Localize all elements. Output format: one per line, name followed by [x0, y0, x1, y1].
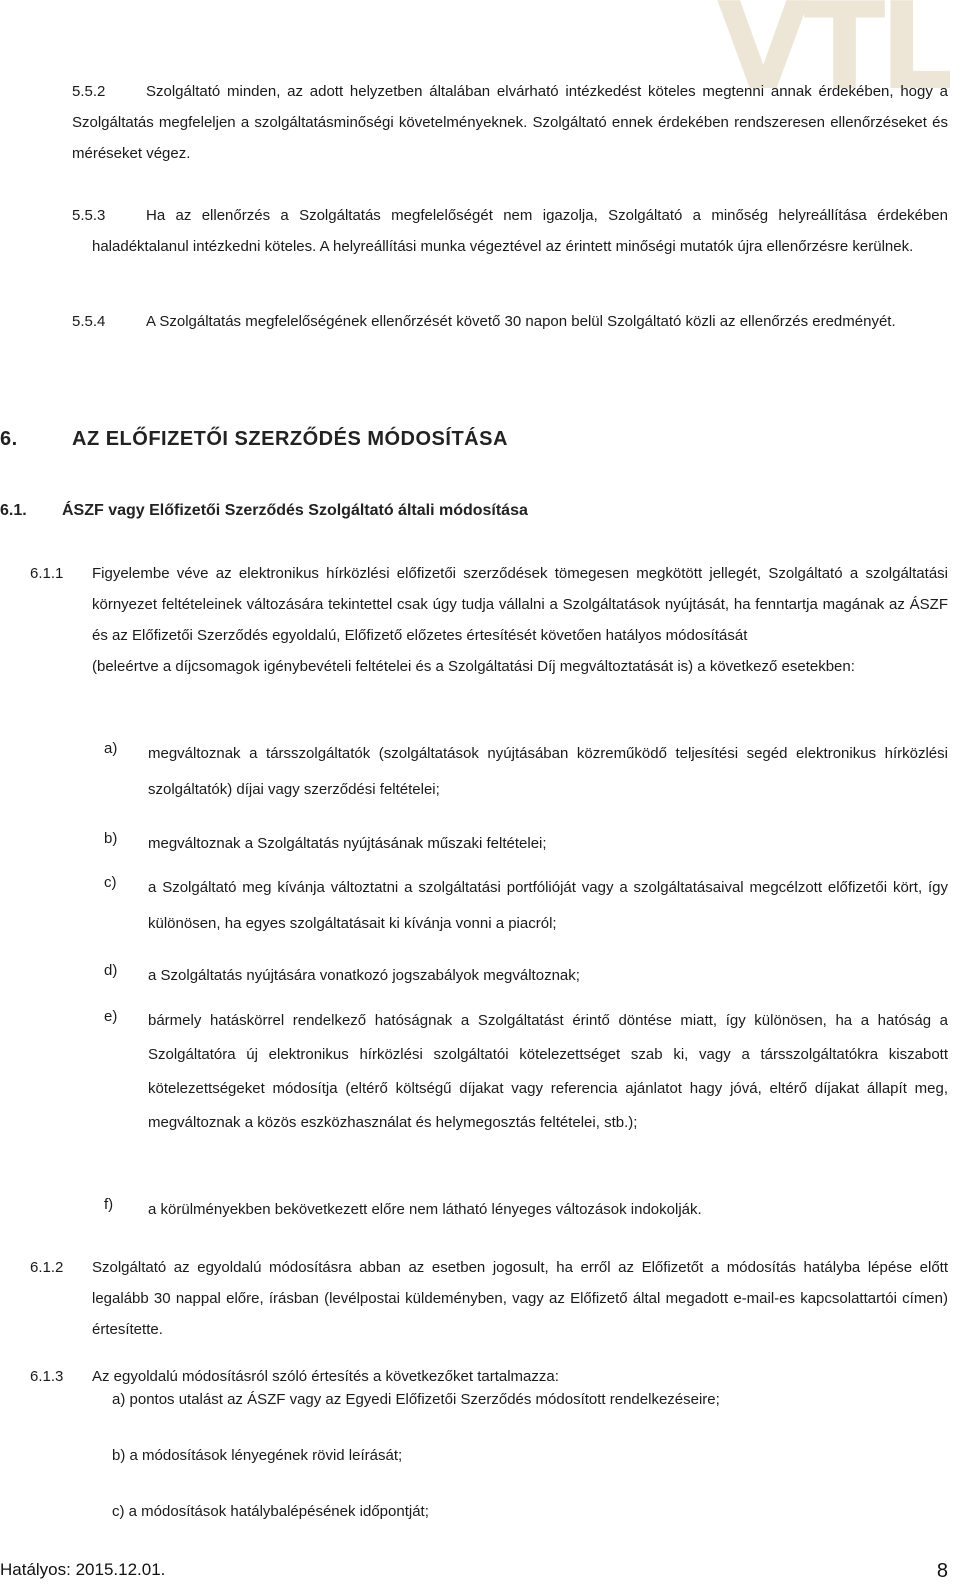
paragraph-6-1-1 [0, 558, 960, 682]
list-letter: e) [104, 1008, 118, 1025]
paragraph-5-5-3 [0, 200, 960, 262]
list-letter: f) [104, 1196, 114, 1213]
effective-date: Hatályos: 2015.12.01. [0, 1560, 166, 1579]
vtl-logo-watermark: VTL [716, 0, 950, 96]
paragraph-number: 6.1.3 [30, 1368, 64, 1385]
heading-title: ÁSZF vagy Előfizetői Szerződés Szolgáltató általi módosítása [62, 502, 528, 519]
heading-number: 6.1. [0, 502, 27, 519]
list-text: a körülményekben bekövetkezett előre nem látható lényeges változások indokolják. [148, 1201, 702, 1218]
paragraph-text: Ha az ellenőrzés a Szolgáltatás megfelelőségét nem igazolja, Szolgáltató a minőség helyreállítása érdekében haladéktalanul intézkedni köteles. A helyreállítási munka végeztével az érintett minőségi mutatók újra ellenőrzésre kerülnek. [92, 207, 948, 255]
heading-title: AZ ELŐFIZETŐI SZERZŐDÉS MÓDOSÍTÁSA [72, 428, 508, 450]
paragraph-text: Figyelembe véve az elektronikus hírközlési előfizetői szerződések tömegesen megkötött jellegét, Szolgáltató a szolgáltatási környezet feltételeinek változására tekintettel csak úgy tudja vállalni a Szolgáltatások nyújtását, ha fenntartja magának az ÁSZF és az Előfizetői Szerződés egyoldalú, Előfizető előzetes értesítését követően hatályos módosítását [92, 565, 948, 644]
paragraph-text: Szolgáltató az egyoldalú módosításra abban az esetben jogosult, ha erről az Előfizetőt a módosítás hatályba lépése előtt legalább 30 nappal előre, írásban (levélpostai küldeményben, vagy az Előfizető által megadott e-mail-es kapcsolattartói címen) értesítette. [92, 1259, 948, 1338]
list-letter: c) [104, 874, 117, 891]
notice-item-c: c) a módosítások hatálybalépésének időpontját; [112, 1503, 429, 1520]
list-letter: a) [104, 740, 118, 757]
paragraph-text: Az egyoldalú módosításról szóló értesítés a következőket tartalmazza: [92, 1368, 559, 1385]
heading-number: 6. [0, 428, 18, 450]
notice-item-b: b) a módosítások lényegének rövid leírását; [112, 1447, 403, 1464]
paragraph-6-1-2 [0, 1252, 960, 1345]
list-text: a Szolgáltató meg kívánja változtatni a szolgáltatási portfólióját vagy a szolgáltatásaival megcélzott előfizetői kört, így különösen, ha egyes szolgáltatásait ki kívánja vonni a piacról; [148, 879, 948, 932]
list-text: bármely hatáskörrel rendelkező hatóságnak a Szolgáltatást érintő döntése miatt, így különösen, ha a hatóság a Szolgáltatóra új elektronikus hírközlési szolgáltatói kötelezettséget szab ki, vagy a társszolgáltatókra kiszabott kötelezettségeket módosítja (eltérő költségű díjakat vagy referencia ajánlatot hagy jóvá, eltérő díjakat állapít meg, megváltoznak a közös eszközhasználat és helymegosztás feltételei, stb.); [148, 1012, 948, 1131]
paragraph-number: 5.5.4 [72, 313, 106, 330]
paragraph-5-5-2 [0, 76, 960, 169]
page-number: 8 [936, 1560, 948, 1582]
paragraph-number: 5.5.2 [72, 83, 106, 100]
paragraph-text: A Szolgáltatás megfelelőségének ellenőrzését követő 30 napon belül Szolgáltató közli az ellenőrzés eredményét. [146, 313, 896, 330]
list-text: megváltoznak a Szolgáltatás nyújtásának műszaki feltételei; [148, 835, 547, 852]
paragraph-text: Szolgáltató minden, az adott helyzetben általában elvárható intézkedést köteles megtenni annak érdekében, hogy a Szolgáltatás megfeleljen a szolgáltatásminőségi követelményeknek. Szolgáltató ennek érdekében rendszeresen ellenőrzéseket és méréseket végez. [72, 83, 948, 162]
paragraph-text-continued: (beleértve a díjcsomagok igénybevételi feltételei és a Szolgáltatási Díj megváltoztatását is) a következő esetekben: [92, 658, 855, 675]
list-letter: b) [104, 830, 118, 847]
paragraph-5-5-4 [0, 306, 960, 337]
notice-item-a: a) pontos utalást az ÁSZF vagy az Egyedi Előfizetői Szerződés módosított rendelkezéseire; [112, 1391, 720, 1408]
paragraph-number: 6.1.1 [30, 565, 64, 582]
paragraph-number: 6.1.2 [30, 1259, 64, 1276]
list-text: a Szolgáltatás nyújtására vonatkozó jogszabályok megváltoznak; [148, 967, 580, 984]
list-letter: d) [104, 962, 118, 979]
paragraph-number: 5.5.3 [72, 207, 106, 224]
list-text: megváltoznak a társszolgáltatók (szolgáltatások nyújtásában közreműködő teljesítési segéd elektronikus hírközlési szolgáltatók) díjai vagy szerződési feltételei; [148, 745, 948, 798]
